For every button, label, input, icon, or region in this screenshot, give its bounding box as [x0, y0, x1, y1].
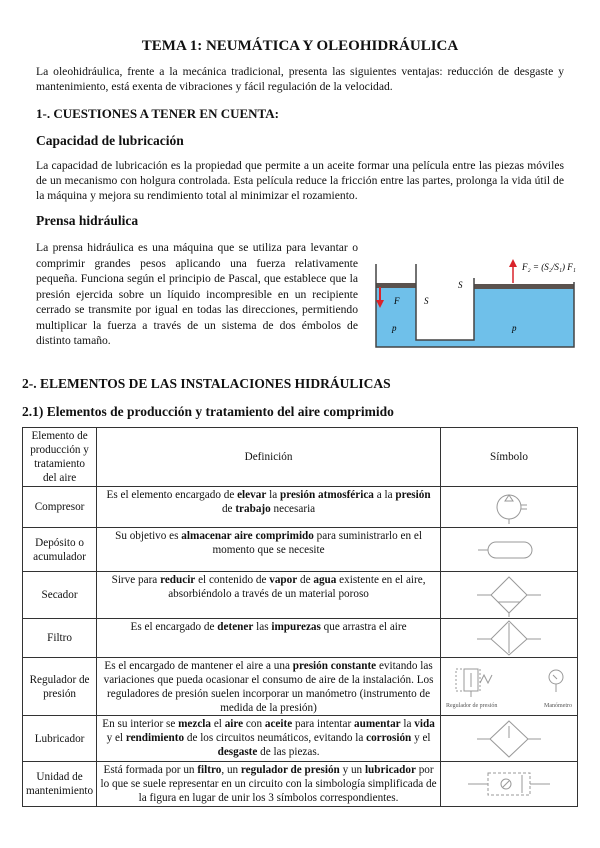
- regulator-symbol-icon: [441, 658, 578, 716]
- definition-segment: evitando las variaciones que pueda ocasionar el consumo de aire de la instalación. Los reguladores de presión suelen incorporar un manómetro (instrumento de medida de la presión): [103, 660, 434, 714]
- svg-text:p: [391, 323, 397, 333]
- f1-label: F: [394, 296, 400, 306]
- intro-paragraph: La oleohidráulica, frente a la mecánica tradicional, presenta las siguientes ventajas: reducción de desgaste y mantenimiento, está exenta de vibraciones y fácil regulación de la velocidad.: [36, 65, 564, 93]
- definition-segment: mezcla: [178, 718, 212, 730]
- definition-segment: Es el encargado de mantener el aire a una: [104, 660, 293, 672]
- definition-segment: corrosión: [366, 732, 412, 744]
- element-name: Compresor: [23, 487, 97, 528]
- svg-text:F: [393, 296, 400, 306]
- svg-text:S: [458, 280, 463, 290]
- definition-segment: de: [297, 574, 314, 586]
- definition-segment: de: [221, 503, 236, 515]
- definition-segment: rendimiento: [125, 732, 185, 744]
- header-definition: Definición: [97, 428, 441, 487]
- definition-segment: reducir: [160, 574, 196, 586]
- p-label-right: p: [512, 323, 517, 333]
- table-row: [23, 487, 578, 528]
- element-definition: [97, 619, 441, 658]
- element-definition: [97, 528, 441, 572]
- element-name: Filtro: [23, 619, 97, 658]
- definition-segment: regulador de presión: [240, 764, 340, 776]
- page-title: TEMA 1: NEUMÁTICA Y OLEOHIDRÁULICA: [141, 38, 459, 54]
- dryer-symbol-icon: [441, 572, 578, 619]
- definition-segment: agua: [313, 574, 337, 586]
- svg-text:F₂ = (S₂/S₁) F₁: [521, 262, 576, 272]
- definition-segment: existente en el aire, absorbiéndolo a través de un material poroso: [168, 574, 426, 600]
- definition-segment: Su objetivo es: [115, 530, 182, 542]
- definition-segment: para intentar: [292, 718, 355, 730]
- force-formula: F₂ = (S₂/S₁) F₁: [522, 262, 576, 272]
- svg-text:S: [424, 296, 429, 306]
- definition-segment: presión atmosférica: [279, 489, 374, 501]
- definition-segment: y un: [339, 764, 365, 776]
- definition-segment: trabajo: [235, 503, 271, 515]
- definition-segment: desgaste: [217, 746, 258, 758]
- section1-heading: 1-. CUESTIONES A TENER EN CUENTA:: [36, 106, 279, 121]
- hydraulic-press-figure: [372, 250, 577, 350]
- definition-segment: , un: [221, 764, 241, 776]
- element-name: Lubricador: [23, 716, 97, 762]
- definition-segment: por lo que se suele representar en un circuito con la simbología simplificada de la figura en lugar de unir los 3 símbolos correspondientes.: [100, 764, 437, 804]
- filter-symbol-icon: [441, 619, 578, 658]
- lubrication-paragraph: La capacidad de lubricación es la propiedad que permite a un aceite formar una película entre las piezas móviles de un mecanismo con holgura controlada. Esta película reduce la fricción entre las partes, prolonga la vida útil de la máquina y mejora su rendimiento total al minimizar el rozamiento.: [36, 159, 564, 202]
- press-paragraph: La prensa hidráulica es una máquina que se utiliza para levantar o comprimir grandes pesos aplicando una fuerza relativamente pequeña. Funciona según el principio de Pascal, que establece que la presión ejercida sobre un líquido incompresible en un recipiente cerrado se transmite por igual en todas las direcciones, permitiendo multiplicar la fuerza a través de un sistema de dos émbolos de distinto tamaño.: [36, 241, 358, 347]
- definition-segment: Sirve para: [111, 574, 161, 586]
- maintenance-unit-symbol-icon: [441, 762, 578, 807]
- element-name: Unidad de mantenimiento: [23, 762, 97, 807]
- manometer-symbol-label: Manómetro: [544, 702, 572, 709]
- s2-label: S: [458, 280, 463, 290]
- svg-text:p: [511, 323, 517, 333]
- section2-subheading: 2.1) Elementos de producción y tratamiento del aire comprimido: [22, 404, 394, 419]
- definition-segment: a la: [373, 489, 396, 501]
- tank-symbol-icon: [441, 528, 578, 572]
- section2-heading: 2-. ELEMENTOS DE LAS INSTALACIONES HIDRÁULICAS: [22, 376, 391, 391]
- definition-segment: y el: [411, 732, 431, 744]
- definition-segment: el: [211, 718, 225, 730]
- definition-segment: aceite: [264, 718, 293, 730]
- table-row: [23, 528, 578, 572]
- definition-segment: filtro: [197, 764, 222, 776]
- element-definition: [97, 487, 441, 528]
- regulator-symbol-label: Regulador de presión: [446, 702, 498, 709]
- p-label-left: p: [392, 323, 397, 333]
- s1-label: S: [424, 296, 429, 306]
- definition-segment: almacenar aire comprimido: [181, 530, 314, 542]
- table-row: [23, 716, 578, 762]
- definition-segment: que arrastra el aire: [320, 621, 407, 633]
- element-name: Regulador de presión: [23, 658, 97, 716]
- table-header-row: [23, 428, 578, 487]
- definition-segment: con: [243, 718, 265, 730]
- definition-segment: de los circuitos neumáticos, evitando la: [184, 732, 367, 744]
- definition-segment: las: [253, 621, 272, 633]
- definition-segment: la: [266, 489, 280, 501]
- definition-segment: impurezas: [271, 621, 321, 633]
- definition-segment: aumentar: [354, 718, 401, 730]
- table-row: [23, 762, 578, 807]
- lubricator-symbol-icon: [441, 716, 578, 762]
- element-definition: [97, 658, 441, 716]
- element-definition: [97, 762, 441, 807]
- header-element: Elemento de producción y tratamiento del aire: [23, 428, 97, 487]
- definition-segment: Es el encargado de: [130, 621, 218, 633]
- definition-segment: vapor: [269, 574, 298, 586]
- definition-segment: para suministrarlo en el momento que se necesite: [212, 530, 422, 556]
- table-row: [23, 658, 578, 716]
- definition-segment: presión constante: [292, 660, 377, 672]
- press-heading: Prensa hidráulica: [36, 213, 139, 228]
- definition-segment: el contenido de: [195, 574, 270, 586]
- definition-segment: elevar: [237, 489, 267, 501]
- definition-segment: Es el elemento encargado de: [106, 489, 238, 501]
- definition-segment: necesaria: [270, 503, 316, 515]
- definition-segment: detener: [217, 621, 254, 633]
- element-definition: [97, 716, 441, 762]
- definition-segment: vida: [414, 718, 435, 730]
- definition-segment: aire: [224, 718, 244, 730]
- element-name: Depósito o acumulador: [23, 528, 97, 572]
- definition-segment: lubricador: [364, 764, 416, 776]
- compressor-symbol-icon: [441, 487, 578, 528]
- lubrication-heading: Capacidad de lubricación: [36, 133, 184, 148]
- table-row: [23, 619, 578, 658]
- element-definition: [97, 572, 441, 619]
- definition-segment: presión: [395, 489, 431, 501]
- definition-segment: de las piezas.: [257, 746, 320, 758]
- definition-segment: y el: [106, 732, 126, 744]
- table-row: [23, 572, 578, 619]
- element-name: Secador: [23, 572, 97, 619]
- elements-table: [22, 427, 578, 807]
- header-symbol: Símbolo: [441, 428, 578, 487]
- definition-segment: Está formada por un: [103, 764, 198, 776]
- definition-segment: En su interior se: [102, 718, 179, 730]
- definition-segment: la: [400, 718, 415, 730]
